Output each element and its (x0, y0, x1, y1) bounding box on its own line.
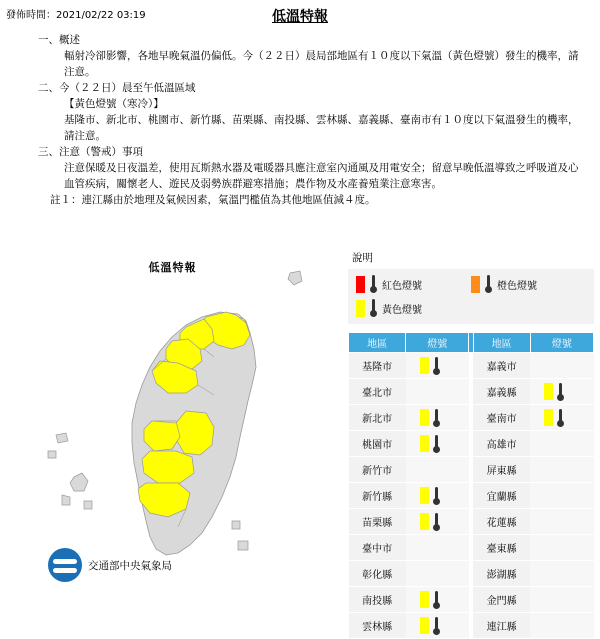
table-body (349, 353, 594, 639)
region-name-left: 桃園市 (349, 431, 406, 457)
section-1-heading: 一、概述 (38, 34, 80, 46)
issue-time: 發佈時間：2021/02/22 03:19 (6, 10, 146, 21)
table-header-signal-right: 燈號 (530, 333, 593, 353)
legend-box (348, 269, 594, 324)
region-name-left: 南投縣 (349, 587, 406, 613)
table-header-row (349, 333, 594, 353)
legend-item-red (356, 275, 471, 293)
region-name-right: 臺東縣 (473, 535, 530, 561)
thermometer-icon (432, 513, 441, 531)
table-header-region-right: 地區 (473, 333, 530, 353)
thermometer-icon (369, 299, 378, 317)
yellow-color-chip (544, 383, 553, 400)
signal-cell-right (530, 405, 593, 431)
yellow-color-chip (420, 409, 429, 426)
signal-cell-left (406, 561, 469, 587)
region-name-right: 連江縣 (473, 613, 530, 639)
region-name-left: 苗栗縣 (349, 509, 406, 535)
section-3-heading: 三、注意（警戒）事項 (38, 146, 143, 158)
thermometer-icon (432, 409, 441, 427)
page-title: 低溫特報 (272, 9, 328, 25)
cwb-logo-icon (48, 548, 82, 582)
section-2-heading: 二、今（２２日）晨至午低溫區域 (38, 82, 196, 94)
table-row (349, 379, 594, 405)
signal-cell-right (530, 431, 593, 457)
section-3-body: 注意保暖及日夜溫差，使用瓦斯熱水器及電暖器具應注意室內通風及用電安全；留意早晚低溫導致之呼吸道及心血管疾病，關懷老人、遊民及弱勢族群避寒措施；農作物及水產養殖業注意寒害。 (64, 162, 579, 190)
legend-row (356, 275, 586, 293)
region-name-right: 金門縣 (473, 587, 530, 613)
signal-cell-left (406, 431, 469, 457)
table-row (349, 535, 594, 561)
thermometer-icon (556, 383, 565, 401)
region-name-left: 新北市 (349, 405, 406, 431)
map-title: 低溫特報 (148, 261, 197, 274)
region-name-right: 宜蘭縣 (473, 483, 530, 509)
region-name-left: 新竹縣 (349, 483, 406, 509)
region-name-left: 臺北市 (349, 379, 406, 405)
table-header-region-left: 地區 (349, 333, 406, 353)
legend-and-table-panel (348, 250, 594, 639)
thermometer-icon (432, 435, 441, 453)
signal-cell-right (530, 561, 593, 587)
legend-item-yellow (356, 299, 471, 317)
signal-cell-left (406, 483, 469, 509)
offshore-small-islands (232, 521, 248, 550)
signal-cell-left (406, 535, 469, 561)
signal-cell-left (406, 613, 469, 639)
region-name-left: 雲林縣 (349, 613, 406, 639)
lienchiang-islands (288, 271, 302, 285)
table-row (349, 353, 594, 379)
red-color-chip (356, 276, 365, 293)
region-name-right: 澎湖縣 (473, 561, 530, 587)
thermometer-icon (432, 487, 441, 505)
signal-cell-right (530, 457, 593, 483)
orange-color-chip (471, 276, 480, 293)
signal-cell-right (530, 353, 593, 379)
region-name-left: 新竹市 (349, 457, 406, 483)
yellow-color-chip (544, 409, 553, 426)
cwb-logo (48, 548, 172, 582)
thermometer-icon (556, 409, 565, 427)
section-1-body: 輻射冷卻影響，各地早晚氣溫仍偏低。今（２２日）晨局部地區有１０度以下氣溫（黃色燈號）發生的機率，請注意。 (64, 50, 579, 78)
region-name-right: 屏東縣 (473, 457, 530, 483)
yellow-color-chip (420, 617, 429, 634)
table-row (349, 457, 594, 483)
legend-item-orange (471, 275, 586, 293)
section-2-body: 基隆市、新北市、桃園市、新竹縣、苗栗縣、南投縣、雲林縣、嘉義縣、臺南市有１０度以下氣溫發生的機率，請注意。 (64, 114, 579, 142)
table-row (349, 509, 594, 535)
footnote-1: 註１：連江縣由於地理及氣候因素，氣溫門檻值為其他地區值減４度。 (50, 194, 376, 206)
yellow-color-chip (420, 357, 429, 374)
signal-cell-right (530, 535, 593, 561)
table-row (349, 431, 594, 457)
yellow-color-chip (420, 487, 429, 504)
signal-cell-right (530, 483, 593, 509)
kinmen-islands (48, 433, 68, 458)
signal-cell-left (406, 353, 469, 379)
signal-cell-right (530, 379, 593, 405)
table-row (349, 613, 594, 639)
penghu-islands (62, 473, 92, 509)
county-signal-table (348, 332, 594, 639)
table-header-signal-left: 燈號 (406, 333, 469, 353)
section-2-subheading: 【黃色燈號（寒冷）】 (64, 98, 164, 110)
region-name-left: 彰化縣 (349, 561, 406, 587)
table-row (349, 561, 594, 587)
org-name: 交通部中央氣象局 (88, 559, 172, 572)
table-row (349, 483, 594, 509)
region-name-left: 臺中市 (349, 535, 406, 561)
yellow-color-chip (420, 513, 429, 530)
legend-label-yellow: 黃色燈號 (382, 304, 422, 316)
region-name-right: 臺南市 (473, 405, 530, 431)
yellow-color-chip (356, 300, 365, 317)
signal-cell-right (530, 509, 593, 535)
table-row (349, 405, 594, 431)
region-name-right: 嘉義市 (473, 353, 530, 379)
region-name-right: 嘉義縣 (473, 379, 530, 405)
legend-label-orange: 橙色燈號 (497, 280, 537, 292)
thermometer-icon (432, 617, 441, 635)
signal-cell-left (406, 457, 469, 483)
region-name-right: 高雄市 (473, 431, 530, 457)
region-name-left: 基隆市 (349, 353, 406, 379)
thermometer-icon (484, 275, 493, 293)
legend-title: 說明 (352, 252, 373, 264)
taiwan-map-panel (0, 245, 345, 600)
legend-row (356, 299, 586, 317)
signal-cell-left (406, 379, 469, 405)
signal-cell-left (406, 405, 469, 431)
taiwan-map-svg (0, 245, 345, 600)
signal-cell-right (530, 613, 593, 639)
thermometer-icon (369, 275, 378, 293)
legend-label-red: 紅色燈號 (382, 280, 422, 292)
signal-cell-left (406, 509, 469, 535)
advisory-text (26, 32, 586, 208)
county-nantou-highlight (176, 411, 214, 455)
thermometer-icon (432, 357, 441, 375)
yellow-color-chip (420, 435, 429, 452)
region-name-right: 花蓮縣 (473, 509, 530, 535)
